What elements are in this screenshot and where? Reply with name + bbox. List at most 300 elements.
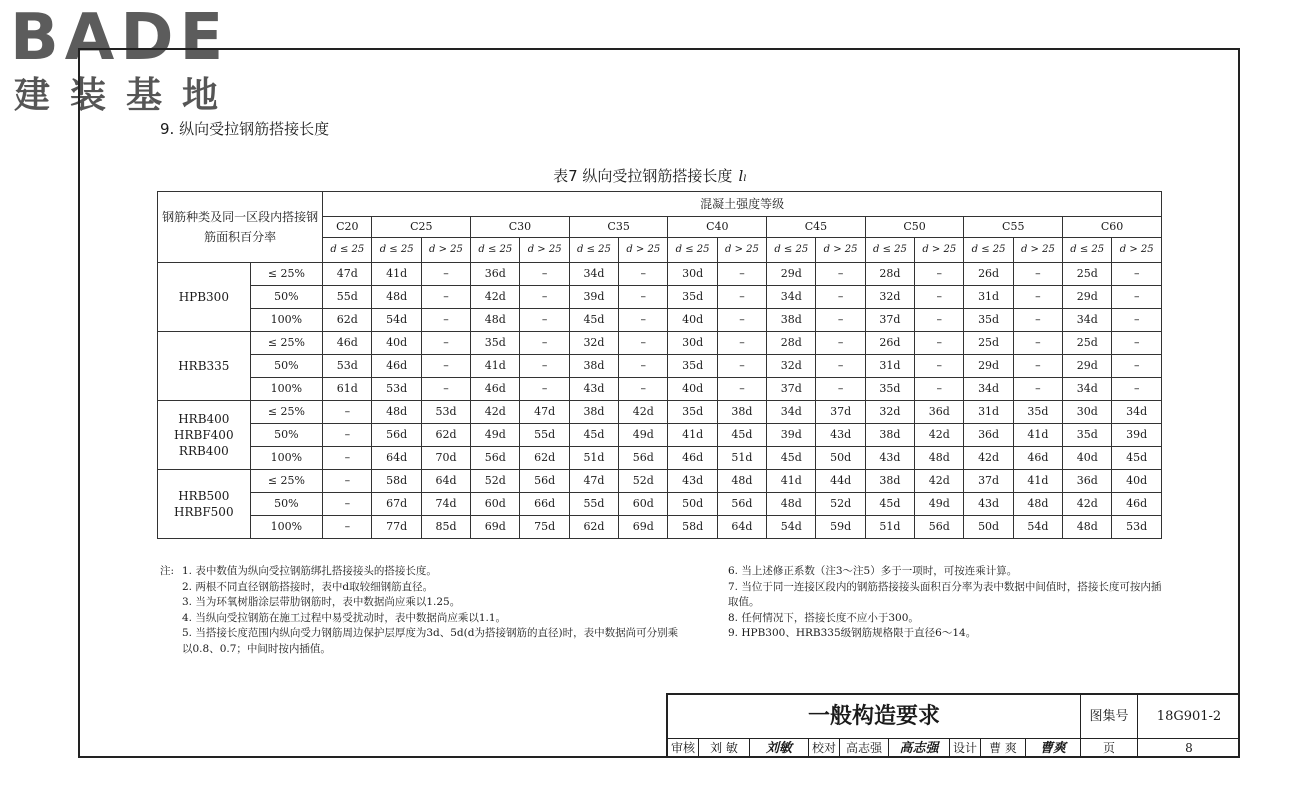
note-text: 1. 表中数值为纵向受拉钢筋绑扎搭接接头的搭接长度。 [182, 565, 437, 577]
lap-length-cell: 25d [1063, 263, 1112, 286]
lap-length-cell: 69d [471, 516, 520, 539]
lap-length-cell: 46d [323, 332, 372, 355]
table-row [158, 470, 1162, 493]
lap-length-cell: – [1013, 309, 1062, 332]
note-indent [160, 611, 182, 627]
lap-length-cell: 46d [1013, 447, 1062, 470]
lap-length-cell: 35d [964, 309, 1013, 332]
lap-length-cell: 41d [767, 470, 816, 493]
bar-type: HRB400 HRBF400 RRB400 [158, 401, 251, 470]
area-percentage: 100% [250, 309, 323, 332]
lap-length-cell: 46d [471, 378, 520, 401]
lap-length-cell: 41d [372, 263, 421, 286]
diameter-header: d ≤ 25 [372, 238, 421, 263]
lap-length-cell: – [421, 286, 470, 309]
diameter-header: d > 25 [1112, 238, 1162, 263]
note-indent [706, 626, 728, 642]
lap-length-cell: 52d [471, 470, 520, 493]
lap-length-cell: 45d [865, 493, 914, 516]
note-item [160, 626, 680, 657]
lap-length-cell: 62d [323, 309, 372, 332]
header-grade-caption: 混凝土强度等级 [323, 192, 1162, 217]
lap-length-cell: 34d [964, 378, 1013, 401]
lap-length-cell: – [520, 378, 569, 401]
lap-length-cell: – [520, 332, 569, 355]
reviewer-signature: 刘敏 [750, 739, 809, 758]
lap-length-cell: 32d [767, 355, 816, 378]
lap-length-cell: – [915, 332, 964, 355]
lap-length-cell: 48d [1063, 516, 1112, 539]
area-percentage: 50% [250, 286, 323, 309]
lap-length-cell: 85d [421, 516, 470, 539]
lap-length-cell: 34d [569, 263, 618, 286]
table-row [158, 263, 1162, 286]
lap-length-cell: 41d [668, 424, 717, 447]
lap-length-cell: 66d [520, 493, 569, 516]
lap-length-cell: 42d [1063, 493, 1112, 516]
note-text: 2. 两根不同直径钢筋搭接时，表中d取较细钢筋直径。 [182, 580, 434, 593]
diameter-header: d > 25 [619, 238, 668, 263]
lap-length-cell: 42d [915, 470, 964, 493]
lap-length-cell: 31d [964, 401, 1013, 424]
diameter-header: d ≤ 25 [323, 238, 372, 263]
lap-length-cell: 26d [865, 332, 914, 355]
lap-length-cell: – [421, 332, 470, 355]
diameter-header: d > 25 [421, 238, 470, 263]
reviewer-name: 刘 敏 [699, 739, 750, 758]
lap-length-cell: – [1112, 263, 1162, 286]
lap-length-cell: 46d [1112, 493, 1162, 516]
lap-length-cell: 44d [816, 470, 865, 493]
logo-subtitle: 建装基地 [14, 75, 239, 116]
lap-length-cell: – [816, 309, 865, 332]
lap-length-cell: 53d [1112, 516, 1162, 539]
lap-length-cell: 38d [717, 401, 766, 424]
area-percentage: 100% [250, 516, 323, 539]
lap-length-cell: 56d [471, 447, 520, 470]
lap-length-cell: 75d [520, 516, 569, 539]
lap-length-cell: – [1013, 378, 1062, 401]
note-text: 8. 任何情况下，搭接长度不应小于300。 [728, 611, 919, 624]
section-title: 9. 纵向受拉钢筋搭接长度 [160, 120, 330, 138]
page-number: 8 [1185, 741, 1193, 755]
grade-header: C35 [569, 217, 668, 238]
lap-length-cell: – [1013, 332, 1062, 355]
lap-length-cell: 35d [1013, 401, 1062, 424]
lap-length-cell: 34d [1063, 378, 1112, 401]
lap-length-cell: 43d [865, 447, 914, 470]
lap-length-cell: – [1112, 286, 1162, 309]
table-title [0, 165, 1300, 186]
lap-length-cell: – [323, 401, 372, 424]
bar-type: HRB500 HRBF500 [158, 470, 251, 539]
lap-length-cell: – [421, 263, 470, 286]
lap-length-cell: 40d [372, 332, 421, 355]
lap-length-cell: – [323, 424, 372, 447]
grade-header: C40 [668, 217, 767, 238]
diameter-header: d ≤ 25 [668, 238, 717, 263]
note-text: 5. 当搭接长度范围内纵向受力钢筋周边保护层厚度为3d、5d(d为搭接钢筋的直径)时，表中数据尚可分别乘以0.8、0.7；中间时按内插值。 [182, 627, 679, 655]
area-percentage: 50% [250, 424, 323, 447]
lap-length-cell: – [323, 516, 372, 539]
lap-length-cell: 48d [1013, 493, 1062, 516]
lap-length-cell: 29d [1063, 286, 1112, 309]
lap-length-cell: 36d [1063, 470, 1112, 493]
diameter-header: d ≤ 25 [1063, 238, 1112, 263]
title-block-row-bottom [668, 739, 1240, 758]
lap-length-cell: 77d [372, 516, 421, 539]
lap-length-cell: 29d [767, 263, 816, 286]
note-item [160, 580, 680, 596]
note-text: 4. 当纵向受拉钢筋在施工过程中易受扰动时，表中数据尚应乘以1.1。 [182, 611, 507, 624]
lap-length-cell: – [619, 355, 668, 378]
diameter-header: d ≤ 25 [964, 238, 1013, 263]
lap-length-cell: 35d [865, 378, 914, 401]
lap-length-cell: 36d [964, 424, 1013, 447]
lap-length-cell: 61d [323, 378, 372, 401]
lap-length-cell: – [520, 309, 569, 332]
diameter-header: d ≤ 25 [471, 238, 520, 263]
lap-length-cell: 40d [668, 378, 717, 401]
header-row-caption [158, 192, 1162, 217]
table-title-symbol: lₗ [738, 167, 747, 185]
note-text: 3. 当为环氧树脂涂层带肋钢筋时，表中数据尚应乘以1.25。 [182, 596, 461, 608]
lap-length-cell: 45d [1112, 447, 1162, 470]
lap-length-cell: 31d [964, 286, 1013, 309]
lap-length-cell: 50d [816, 447, 865, 470]
lap-length-cell: 47d [323, 263, 372, 286]
lap-length-cell: 32d [865, 401, 914, 424]
title-block [666, 693, 1240, 758]
lap-length-cell: – [421, 309, 470, 332]
table-row [158, 516, 1162, 539]
lap-length-cell: 31d [865, 355, 914, 378]
lap-length-cell: – [323, 493, 372, 516]
lap-length-cell: 35d [471, 332, 520, 355]
lap-length-cell: 40d [1112, 470, 1162, 493]
lap-length-cell: – [1013, 263, 1062, 286]
lap-length-cell: 29d [964, 355, 1013, 378]
lap-length-cell: – [717, 378, 766, 401]
lap-length-cell: 58d [372, 470, 421, 493]
design-label: 设计 [950, 739, 981, 758]
lap-length-cell: – [1112, 378, 1162, 401]
lap-length-cell: 53d [421, 401, 470, 424]
lap-length-cell: 36d [471, 263, 520, 286]
table-row [158, 355, 1162, 378]
notes-left [160, 564, 680, 657]
note-text: 6. 当上述修正系数（注3～注5）多于一项时，可按连乘计算。 [728, 565, 1018, 577]
lap-length-cell: 32d [569, 332, 618, 355]
lap-length-cell: 51d [717, 447, 766, 470]
lap-length-cell: 54d [767, 516, 816, 539]
lap-length-cell: 34d [1063, 309, 1112, 332]
lap-length-cell: – [619, 378, 668, 401]
area-percentage: 50% [250, 493, 323, 516]
lap-length-cell: – [1112, 355, 1162, 378]
lap-length-cell: 56d [915, 516, 964, 539]
lap-length-cell: 48d [915, 447, 964, 470]
lap-length-cell: 35d [1063, 424, 1112, 447]
notes-prefix: 注: [160, 565, 175, 577]
note-item [160, 595, 680, 611]
drawing-title: 一般构造要求 [668, 695, 1081, 738]
lap-length-cell: – [323, 470, 372, 493]
lap-length-cell: 50d [964, 516, 1013, 539]
lap-length-cell: 49d [471, 424, 520, 447]
lap-length-cell: 53d [372, 378, 421, 401]
lap-length-cell: 30d [668, 332, 717, 355]
lap-length-cell: – [1013, 355, 1062, 378]
lap-length-cell: 34d [767, 286, 816, 309]
area-percentage: ≤ 25% [250, 401, 323, 424]
lap-length-cell: 40d [668, 309, 717, 332]
lap-length-cell: 59d [816, 516, 865, 539]
lap-length-cell: 69d [619, 516, 668, 539]
diameter-header: d > 25 [1013, 238, 1062, 263]
lap-length-cell: 42d [619, 401, 668, 424]
lap-length-cell: 34d [1112, 401, 1162, 424]
lap-length-cell: – [717, 286, 766, 309]
atlas-number: 18G901-2 [1156, 709, 1222, 724]
lap-length-cell: 64d [717, 516, 766, 539]
lap-length-cell: 43d [816, 424, 865, 447]
lap-length-cell: 39d [569, 286, 618, 309]
lap-length-cell: – [619, 332, 668, 355]
note-text: 9. HPB300、HRB335级钢筋规格限于直径6～14。 [728, 627, 977, 639]
lap-length-cell: 74d [421, 493, 470, 516]
lap-length-cell: 52d [816, 493, 865, 516]
lap-length-cell: 48d [372, 401, 421, 424]
diameter-header: d > 25 [520, 238, 569, 263]
lap-length-cell: 41d [1013, 470, 1062, 493]
table-row [158, 332, 1162, 355]
lap-length-cell: 56d [619, 447, 668, 470]
lap-length-cell: 48d [767, 493, 816, 516]
table-row [158, 378, 1162, 401]
note-indent [706, 580, 728, 611]
lap-length-cell: – [717, 309, 766, 332]
lap-length-cell: – [421, 355, 470, 378]
table-row [158, 286, 1162, 309]
lap-length-cell: 62d [569, 516, 618, 539]
lap-length-cell: 43d [964, 493, 1013, 516]
lap-length-cell: 30d [668, 263, 717, 286]
grade-header: C25 [372, 217, 471, 238]
lap-length-cell: 56d [717, 493, 766, 516]
bar-type: HRB335 [158, 332, 251, 401]
lap-length-cell: 37d [767, 378, 816, 401]
note-indent [160, 626, 182, 657]
grade-header: C45 [767, 217, 866, 238]
lap-length-cell: – [619, 263, 668, 286]
lap-length-cell: – [816, 378, 865, 401]
table-row [158, 401, 1162, 424]
lap-length-cell: 32d [865, 286, 914, 309]
lap-length-cell: 41d [1013, 424, 1062, 447]
lap-length-cell: 45d [569, 424, 618, 447]
lap-length-cell: 39d [767, 424, 816, 447]
lap-length-cell: 45d [717, 424, 766, 447]
lap-length-cell: 25d [1063, 332, 1112, 355]
diameter-header: d ≤ 25 [767, 238, 816, 263]
lap-length-cell: 56d [372, 424, 421, 447]
lap-length-cell: 38d [865, 470, 914, 493]
lap-length-cell: 37d [865, 309, 914, 332]
lap-length-cell: 25d [964, 332, 1013, 355]
lap-length-cell: 41d [471, 355, 520, 378]
lap-length-cell: 36d [915, 401, 964, 424]
lap-length-cell: 38d [569, 401, 618, 424]
lap-length-cell: 38d [767, 309, 816, 332]
lap-length-cell: 35d [668, 355, 717, 378]
lap-length-cell: 58d [668, 516, 717, 539]
lap-length-cell: 46d [372, 355, 421, 378]
logo-word: BADE [10, 1, 230, 75]
note-item [706, 564, 1166, 580]
note-indent [160, 595, 182, 611]
lap-length-cell: – [717, 332, 766, 355]
lap-length-cell: 43d [668, 470, 717, 493]
lap-length-cell: 54d [1013, 516, 1062, 539]
diameter-header: d > 25 [717, 238, 766, 263]
lap-length-cell: – [619, 286, 668, 309]
area-percentage: ≤ 25% [250, 470, 323, 493]
lap-length-cell: – [520, 263, 569, 286]
lap-length-cell: 49d [619, 424, 668, 447]
lap-length-cell: – [816, 263, 865, 286]
lap-length-cell: – [1013, 286, 1062, 309]
lap-length-cell: 40d [1063, 447, 1112, 470]
page-label: 页 [1081, 739, 1138, 758]
lap-length-cell: 37d [816, 401, 865, 424]
note-indent [706, 564, 728, 580]
lap-length-cell: 34d [767, 401, 816, 424]
atlas-label: 图集号 [1081, 695, 1138, 738]
lap-length-cell: – [915, 378, 964, 401]
lap-length-cell: 35d [668, 286, 717, 309]
notes-right [706, 564, 1166, 642]
diameter-header: d ≤ 25 [865, 238, 914, 263]
review-label: 审核 [668, 739, 699, 758]
area-percentage: 100% [250, 447, 323, 470]
lap-length-cell: – [915, 263, 964, 286]
lap-length-cell: – [915, 309, 964, 332]
area-percentage: 50% [250, 355, 323, 378]
lap-length-cell: 64d [372, 447, 421, 470]
checker-signature: 高志强 [889, 739, 950, 758]
lap-length-cell: 37d [964, 470, 1013, 493]
diameter-header: d > 25 [915, 238, 964, 263]
table-row [158, 493, 1162, 516]
lap-length-cell: 42d [964, 447, 1013, 470]
lap-length-cell: 60d [471, 493, 520, 516]
check-label: 校对 [809, 739, 840, 758]
lap-length-cell: 55d [520, 424, 569, 447]
grade-header: C55 [964, 217, 1063, 238]
bar-type: HPB300 [158, 263, 251, 332]
lap-length-cell: 62d [421, 424, 470, 447]
lap-length-cell: 38d [865, 424, 914, 447]
lap-length-cell: 48d [717, 470, 766, 493]
lap-length-cell: – [717, 263, 766, 286]
lap-length-cell: – [915, 355, 964, 378]
designer-name: 曹 爽 [981, 739, 1026, 758]
lap-length-cell: 48d [471, 309, 520, 332]
table-title-text: 表7 纵向受拉钢筋搭接长度 [553, 167, 733, 185]
lap-length-cell: – [323, 447, 372, 470]
lap-length-cell: 28d [865, 263, 914, 286]
designer-signature: 曹爽 [1026, 739, 1081, 758]
lap-length-cell: – [915, 286, 964, 309]
area-percentage: 100% [250, 378, 323, 401]
lap-length-cell: – [520, 286, 569, 309]
lap-length-cell: 47d [520, 401, 569, 424]
lap-length-cell: 60d [619, 493, 668, 516]
grade-header: C60 [1063, 217, 1162, 238]
lap-length-cell: 43d [569, 378, 618, 401]
note-item [706, 580, 1166, 611]
grade-header: C30 [471, 217, 570, 238]
lap-length-cell: 39d [1112, 424, 1162, 447]
header-bar-type: 钢筋种类及同一区段内搭接钢筋面积百分率 [158, 192, 323, 263]
lap-length-cell: 45d [569, 309, 618, 332]
lap-length-cell: 38d [569, 355, 618, 378]
title-block-row-top [668, 695, 1240, 739]
lap-length-cell: 47d [569, 470, 618, 493]
lap-length-cell: – [619, 309, 668, 332]
lap-length-cell: – [1112, 309, 1162, 332]
lap-length-cell: 45d [767, 447, 816, 470]
grade-header: C50 [865, 217, 964, 238]
table-row [158, 309, 1162, 332]
lap-length-cell: 26d [964, 263, 1013, 286]
lap-length-cell: – [816, 332, 865, 355]
lap-length-cell: 55d [323, 286, 372, 309]
table-row [158, 447, 1162, 470]
diameter-header: d ≤ 25 [569, 238, 618, 263]
lap-length-cell: 56d [520, 470, 569, 493]
lap-length-cell: 62d [520, 447, 569, 470]
lap-length-cell: 64d [421, 470, 470, 493]
lap-length-cell: 42d [915, 424, 964, 447]
area-percentage: ≤ 25% [250, 332, 323, 355]
grade-header: C20 [323, 217, 372, 238]
lap-length-cell: 46d [668, 447, 717, 470]
lap-length-cell: – [520, 355, 569, 378]
note-text: 7. 当位于同一连接区段内的钢筋搭接接头面积百分率为表中数据中间值时，搭接长度可按内插取值。 [728, 580, 1162, 608]
lap-length-cell: 29d [1063, 355, 1112, 378]
lap-length-cell: 55d [569, 493, 618, 516]
note-item [160, 564, 680, 580]
lap-length-cell: 49d [915, 493, 964, 516]
lap-length-cell: 42d [471, 401, 520, 424]
lap-length-cell: 35d [668, 401, 717, 424]
lap-length-cell: 53d [323, 355, 372, 378]
note-item [706, 626, 1166, 642]
note-item [160, 611, 680, 627]
lap-length-cell: 51d [569, 447, 618, 470]
lap-length-cell: – [1112, 332, 1162, 355]
lap-length-cell: 51d [865, 516, 914, 539]
lap-length-cell: 52d [619, 470, 668, 493]
note-indent [160, 580, 182, 596]
lap-length-cell: 70d [421, 447, 470, 470]
lap-length-cell: – [421, 378, 470, 401]
note-indent [706, 611, 728, 627]
lap-length-cell: – [816, 355, 865, 378]
lap-length-cell: 42d [471, 286, 520, 309]
